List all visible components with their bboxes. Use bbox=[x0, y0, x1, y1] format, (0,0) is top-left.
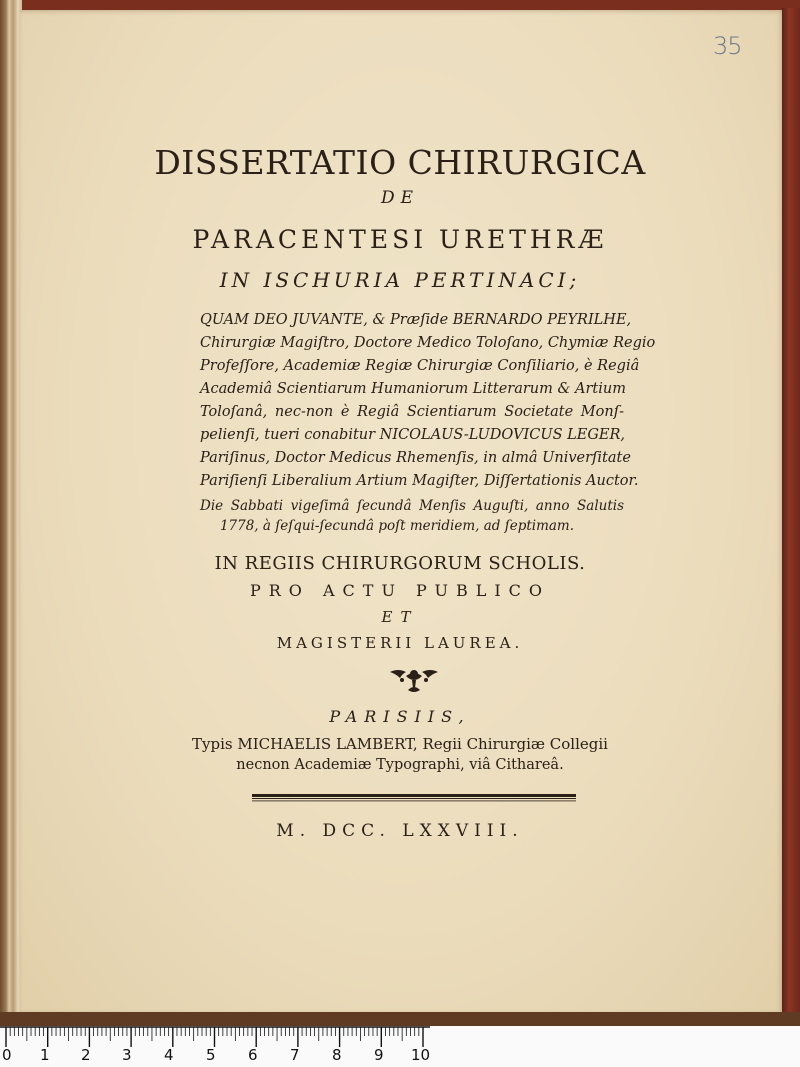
ruler-label: 10 bbox=[411, 1046, 431, 1064]
dedication-line: pelienſi, tueri conabitur NICOLAUS-LUDOVICUS LEGER, bbox=[200, 427, 626, 443]
page-number: 35 bbox=[713, 32, 742, 60]
ruler-label: 9 bbox=[374, 1046, 384, 1064]
venue-line-2: PRO ACTU PUBLICO bbox=[249, 581, 551, 600]
ruler-label: 1 bbox=[40, 1046, 50, 1064]
ruler-label: 6 bbox=[248, 1046, 258, 1064]
imprint-year: M. DCC. LXXVIII. bbox=[276, 821, 524, 841]
dedication-line: Chirurgiæ Magiſtro, Doctore Medico Toloſano, Chymiæ Regio bbox=[200, 335, 656, 351]
ruler-label: 7 bbox=[290, 1046, 300, 1064]
ruler-label: 8 bbox=[332, 1046, 342, 1064]
dedication-line: Toloſanâ, nec-non è Regiâ Scientiarum Societate Monſ- bbox=[200, 404, 624, 420]
title-line-3: PARACENTESI URETHRÆ bbox=[192, 225, 608, 254]
dedication-line: Pariſienſi Liberalium Artium Magiſter, Diſſertationis Auctor. bbox=[200, 473, 639, 489]
printer-line-1: Typis MICHAELIS LAMBERT, Regii Chirurgiæ Collegii bbox=[192, 735, 608, 753]
title-line-2: DE bbox=[380, 188, 420, 208]
measurement-ruler bbox=[0, 1026, 800, 1067]
dedication-paragraph bbox=[200, 309, 656, 493]
ruler-label: 5 bbox=[206, 1046, 216, 1064]
ruler-label: 4 bbox=[164, 1046, 174, 1064]
date-paragraph bbox=[200, 496, 624, 536]
title-line-1: DISSERTATIO CHIRURGICA bbox=[154, 143, 646, 182]
date-line: Die Sabbati vigeſimâ ſecundâ Menſis Auguſti, anno Salutis bbox=[200, 498, 624, 514]
dedication-line: Profeſſore, Academiæ Regiæ Chirurgiæ Conſiliario, è Regiâ bbox=[200, 358, 640, 374]
dedication-line: QUAM DEO JUVANTE, & Præſide BERNARDO PEYRILHE, bbox=[200, 312, 632, 328]
ornament-icon bbox=[388, 666, 440, 696]
decorative-rule bbox=[252, 791, 576, 803]
venue-line-4: MAGISTERII LAUREA. bbox=[276, 634, 524, 652]
ruler-ticks bbox=[0, 1026, 800, 1048]
printer-line-2: necnon Academiæ Typographi, viâ Cithareâ. bbox=[236, 757, 564, 773]
ruler-label: 2 bbox=[81, 1046, 91, 1064]
page-bottom-edge bbox=[0, 1012, 800, 1026]
dedication-line: Pariſinus, Doctor Medicus Rhemenſis, in almâ Univerſitate bbox=[200, 450, 631, 466]
ruler-label: 3 bbox=[122, 1046, 132, 1064]
date-line: 1778, à ſeſqui-ſecundâ poſt meridiem, ad ſeptimam. bbox=[219, 518, 575, 534]
dedication-line: Academiâ Scientiarum Humaniorum Litterarum & Artium bbox=[200, 381, 626, 397]
ruler-label: 0 bbox=[2, 1046, 12, 1064]
venue-line-3: ET bbox=[381, 608, 419, 626]
venue-line-1: IN REGIIS CHIRURGORUM SCHOLIS. bbox=[214, 553, 586, 574]
imprint-city: PARISIIS, bbox=[329, 707, 471, 726]
title-line-4: IN ISCHURIA PERTINACI; bbox=[219, 268, 581, 292]
